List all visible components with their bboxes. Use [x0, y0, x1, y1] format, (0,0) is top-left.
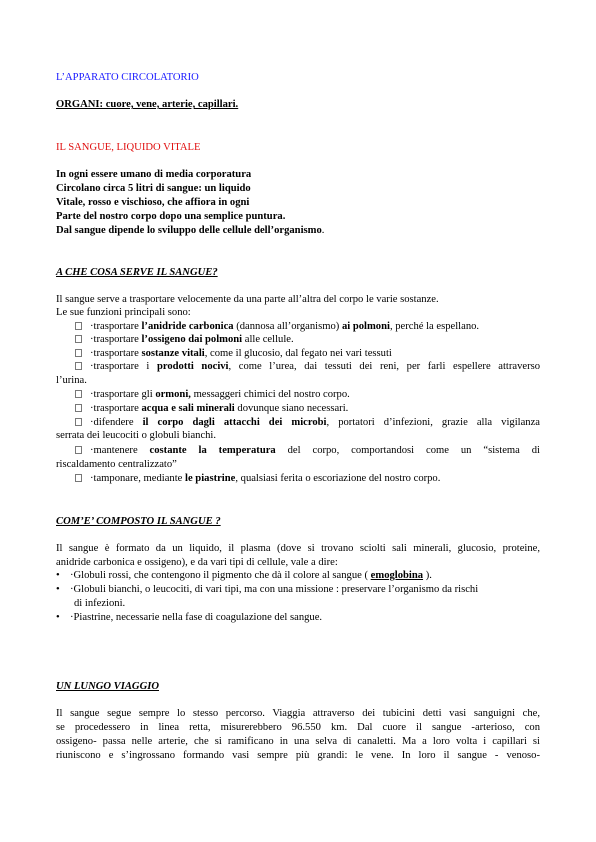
intro-line: In ogni essere umano di media corporatura [56, 169, 252, 180]
list-item: ·mantenere costante la temperatura del corpo, comportandosi come un “sistema di [75, 444, 540, 457]
list-item-continuation: l’urina. [56, 375, 87, 386]
paragraph-line: anidride carbonica e ossigeno), e da vari tipi di cellule, vale a dire: [56, 557, 338, 568]
list-item: ·trasportare gli ormoni, messaggeri chimici del nostro corpo. [75, 388, 540, 401]
section-heading-vital-liquid: IL SANGUE, LIQUIDO VITALE [56, 142, 201, 153]
list-item: ·trasportare i prodotti nocivi, come l’urea, dai tessuti dei reni, per farli espellere attraverso [75, 360, 540, 373]
paragraph-line: Il sangue serve a trasportare velocemente da una parte all’altra del corpo le varie sostanze. [56, 294, 439, 305]
checkbox-glyph-icon [75, 474, 82, 482]
section-heading-function: A CHE COSA SERVE IL SANGUE? [56, 267, 218, 278]
list-item: ·trasportare sostanze vitali, come il glucosio, dal fegato nei vari tessuti [75, 347, 540, 360]
bullet-icon: • [56, 584, 60, 595]
list-item: ·trasportare acqua e sali minerali dovunque siano necessari. [75, 402, 540, 415]
list-item-continuation: riscaldamento centralizzato” [56, 459, 177, 470]
bullet-item-continuation: di infezioni. [74, 598, 126, 609]
paragraph-line: ossigeno- passa nelle arterie, che si ramificano in una selva di canaletti. Ma a loro volta i capillari si [56, 736, 540, 747]
list-item: ·trasportare l’anidride carbonica (dannosa all’organismo) ai polmoni, perché la espellano. [75, 320, 540, 333]
checkbox-glyph-icon [75, 322, 82, 330]
paragraph-line: riuniscono e s’ingrossano formando vasi sempre più grandi: le vene. In loro il sangue - venoso- [56, 750, 540, 761]
paragraph-line: se procedessero in linea retta, misurerebbero 96.550 km. Dal cuore il sangue -arterioso, con [56, 722, 540, 733]
checkbox-glyph-icon [75, 335, 82, 343]
bullet-icon: • [56, 570, 60, 581]
checkbox-glyph-icon [75, 446, 82, 454]
list-item: ·tamponare, mediante le piastrine, qualsiasi ferita o escoriazione del nostro corpo. [75, 472, 540, 485]
bullet-icon: • [56, 612, 60, 623]
intro-line: Circolano circa 5 litri di sangue: un liquido [56, 183, 251, 194]
intro-line: Dal sangue dipende lo sviluppo delle cellule dell’organismo. [56, 225, 325, 236]
paragraph-line: Il sangue è formato da un liquido, il plasma (dove si trovano sciolti sali minerali, glucosio, proteine, [56, 543, 540, 554]
checkbox-glyph-icon [75, 418, 82, 426]
checkbox-glyph-icon [75, 362, 82, 370]
checkbox-glyph-icon [75, 349, 82, 357]
section-heading-composition: COM’E’ COMPOSTO IL SANGUE ? [56, 516, 221, 527]
list-item: ·trasportare l’ossigeno dai polmoni alle cellule. [75, 333, 540, 346]
list-item: ·difendere il corpo dagli attacchi dei microbi, portatori d’infezioni, grazie alla vigilanza [75, 416, 540, 429]
list-item-continuation: serrata dei leucociti o globuli bianchi. [56, 430, 217, 441]
document-title: L’APPARATO CIRCOLATORIO [56, 72, 199, 83]
checkbox-glyph-icon [75, 390, 82, 398]
intro-line: Parte del nostro corpo dopo una semplice puntura. [56, 211, 286, 222]
bullet-item: • ·Piastrine, necessarie nella fase di coagulazione del sangue. [56, 612, 323, 623]
intro-line: Vitale, rosso e vischioso, che affiora in ogni [56, 197, 250, 208]
checkbox-glyph-icon [75, 404, 82, 412]
section-heading-journey: UN LUNGO VIAGGIO [56, 681, 159, 692]
paragraph-line: Il sangue segue sempre lo stesso percorso. Viaggia attraverso dei tubicini detti vasi sanguigni che, [56, 708, 540, 719]
bullet-item: • ·Globuli rossi, che contengono il pigmento che dà il colore al sangue ( emoglobina ). [56, 570, 432, 581]
bullet-item: • ·Globuli bianchi, o leucociti, di vari tipi, ma con una missione : preservare l’organismo da rischi [56, 584, 479, 595]
organs-line: ORGANI: cuore, vene, arterie, capillari. [56, 99, 239, 110]
paragraph-line: Le sue funzioni principali sono: [56, 307, 191, 318]
